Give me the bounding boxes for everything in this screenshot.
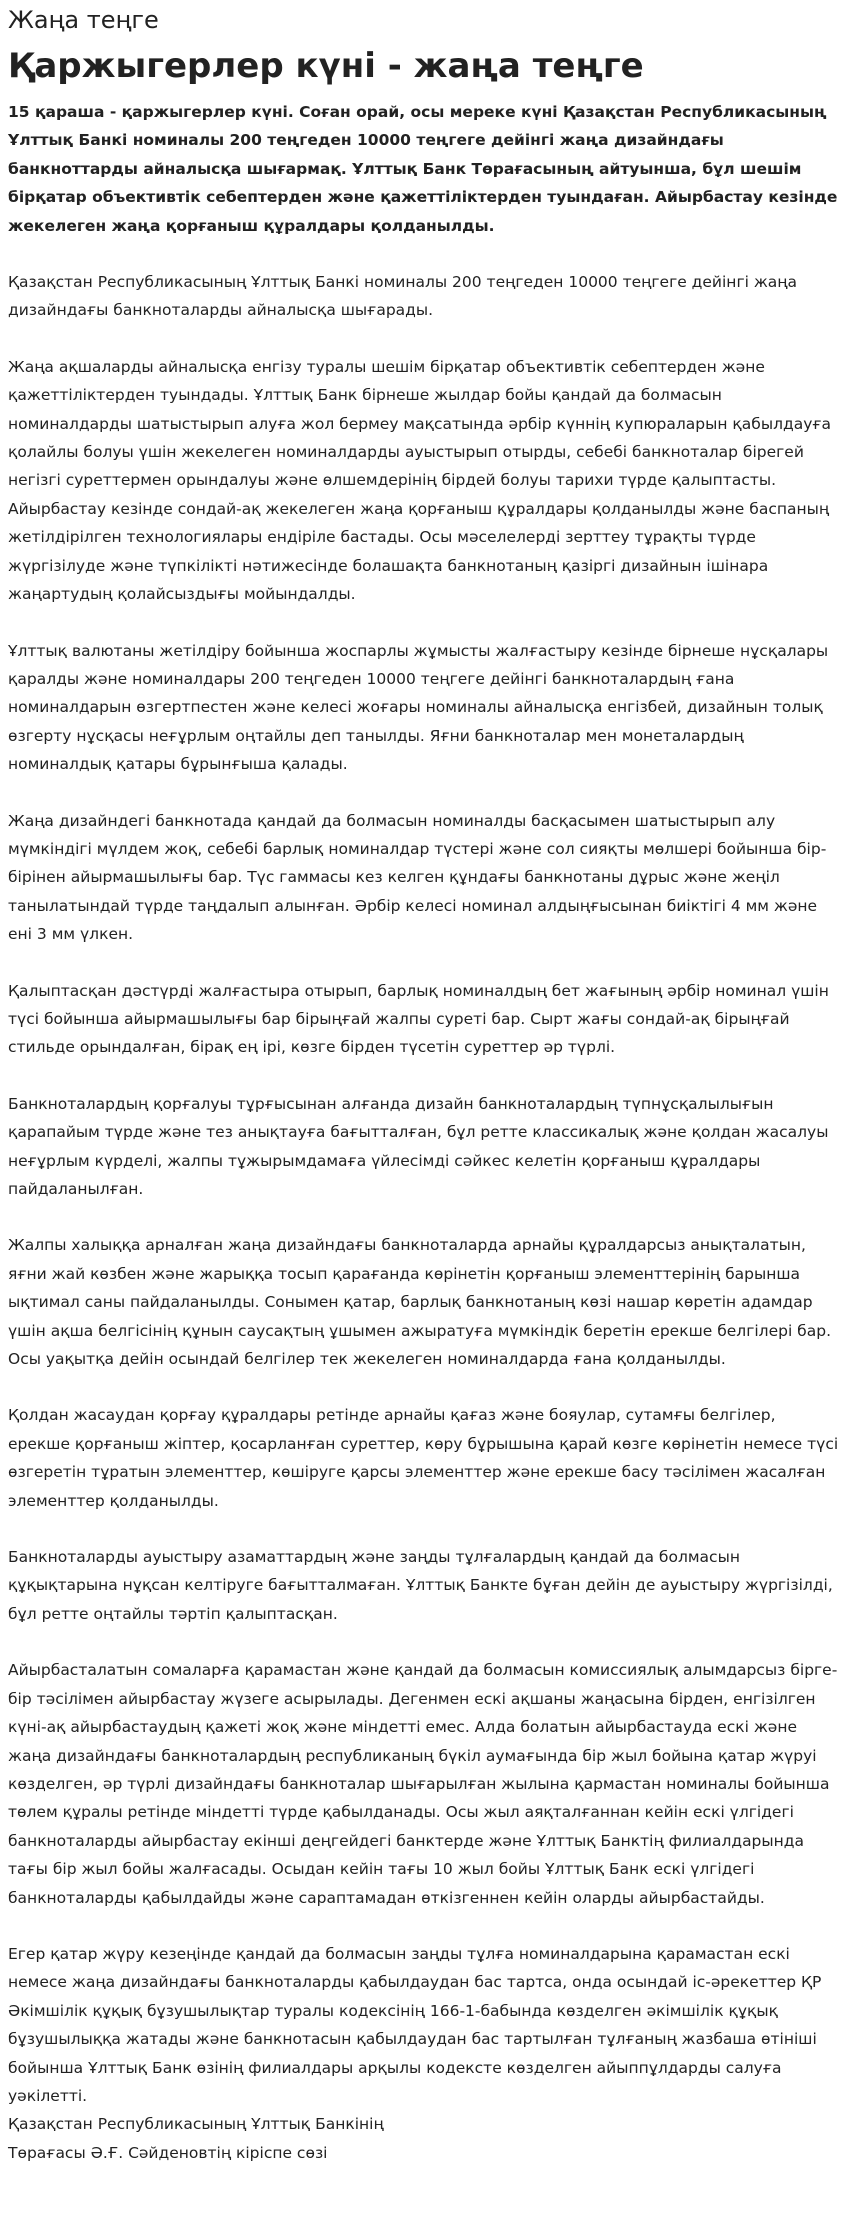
page-title: Қаржыгерлер күні - жаңа теңге: [8, 46, 644, 86]
body-paragraph: Ұлттық валютаны жетілдіру бойынша жоспарлы жұмысты жалғастыру кезінде бірнеше нұсқалары қаралды және номиналдары 200 теңгеден 10000 теңгеге дейінгі банкноталардың ғана номиналдарын өзгертпестен және келесі жоғары номиналы айналысқа енгізбей, дизайнын толық өзгерту нұсқасы неғұрлым оңтайлы деп танылды. Яғни банкноталар мен монеталардың номиналдық қатары бұрынғыша қалады.: [8, 641, 829, 774]
body-paragraph: Жалпы халыққа арналған жаңа дизайндағы банкноталарда арнайы құралдарсыз анықталатын, яғни жай көзбен және жарыққа тосып қарағанда көрінетін қорғаныш элементтерінің барынша ықтимал саны пайдаланылды. Сонымен қатар, барлық банкнотаның көзі нашар көретін адамдар үшін ақша белгісінің құнын саусақтың ұшымен ажыратуға мүмкіндік беретін ерекше белгілері бар. Осы уақытқа дейін осындай белгілер тек жекелеген номиналдарда ғана қолданылды.: [8, 1236, 832, 1369]
body-paragraph: Қалыптасқан дәстүрді жалғастыра отырып, барлық номиналдың бет жағының әрбір номинал үшін түсі бойынша айырмашылығы бар бірыңғай жалпы суреті бар. Сырт жағы сондай-ақ бірыңғай стильде орындалған, бірақ ең ірі, көзге бірден түсетін суреттер әр түрлі.: [8, 981, 829, 1057]
lead-paragraph: 15 қараша - қаржыгерлер күні. Соған орай, осы мереке күні Қазақстан Республикасының Ұлттық Банкі номиналы 200 теңгеден 10000 теңгеге дейінгі жаңа дизайндағы банкноттарды айналысқа шығармақ. Ұлттық Банк Төрағасының айтуынша, бұл шешім бірқатар объективтік себептерден және қажеттіліктерден туындаған. Айырбастау кезінде жекелеген жаңа қорғаныш құралдары қолданылды.: [8, 103, 838, 235]
body-paragraph: Егер қатар жүру кезеңінде қандай да болмасын заңды тұлға номиналдарына қарамастан ескі немесе жаңа дизайндағы банкноталарды қабылдаудан бас тартса, онда осындай іс-әрекеттер ҚР Әкімшілік құқық бұзушылықтар туралы кодексінің 166-1-бабында көзделген әкімшілік құқық бұзушылыққа жатады және банкнотасын қабылдаудан бас тартылған тұлғаның жазбаша өтініші бойынша Ұлттық Банк өзінің филиалдары арқылы кодексте көзделген айыппұлдарды салуға уәкілетті.: [8, 1944, 822, 2105]
body-paragraph: Қолдан жасаудан қорғау құралдары ретінде арнайы қағаз және бояулар, сутамғы белгілер, ерекше қорғаныш жіптер, қосарланған суреттер, көру бұрышына қарай көзге көрінетін немесе түсі өзгеретін тұратын элементтер, көшіруге қарсы элементтер және ерекше басу тәсілімен жасалған элементтер қолданылды.: [8, 1406, 839, 1510]
signature-line: Төрағасы Ә.Ғ. Сәйденовтің кіріспе сөзі: [8, 2143, 328, 2162]
signature-line: Қазақстан Республикасының Ұлттық Банкінің: [8, 2115, 384, 2134]
body-paragraph: Айырбасталатын сомаларға қарамастан және қандай да болмасын комиссиялық алымдарсыз бірге-бір тәсілімен айырбастау жүзеге асырылады. Дегенмен ескі ақшаны жаңасына бірден, енгізілген күні-ақ айырбастаудың қажеті жоқ және міндетті емес. Алда болатын айырбастауда ескі және жаңа дизайндағы банкноталардың республиканың бүкіл аумағында бір жыл бойына қатар жүруі көзделген, әр түрлі дизайндағы банкноталар шығарылған жылына қармастан номиналы бойынша төлем құралы ретінде міндетті түрде қабылданады. Осы жыл аяқталғаннан кейін ескі үлгідегі банкноталарды айырбастау екінші деңгейдегі банктерде және Ұлттық Банктің филиалдарында тағы бір жыл бойы жалғасады. Осыдан кейін тағы 10 жыл бойы Ұлттық Банк ескі үлгідегі банкноталарды қабылдайды және сараптамадан өткізгеннен кейін оларды айырбастайды.: [8, 1661, 838, 1907]
breadcrumb: Жаңа теңге: [8, 6, 159, 34]
signature-block: [8, 2110, 839, 2167]
body-paragraph: Жаңа ақшаларды айналысқа енгізу туралы шешім бірқатар объективтік себептерден және қажеттіліктерден туындады. Ұлттық Банк бірнеше жылдар бойы қандай да болмасын номиналдарды шатыстырып алуға жол бермеу мақсатында әрбір күннің купюраларын қабылдауға қолайлы болуы үшін жекелеген номиналдарды ауыстырып отырды, себебі банкноталар бірегей негізгі суреттермен орындалуы және өлшемдерінің бірдей болуы тарихи түрде қалыптасты. Айырбастау кезінде сондай-ақ жекелеген жаңа қорғаныш құралдары қолданылды және баспаның жетілдірілген технологиялары ендіріле бастады. Осы мәселелерді зерттеу тұрақты түрде жүргізілуде және түпкілікті нәтижесінде болашақта банкнотаның қазіргі дизайнын ішінара жаңартудың қолайсыздығы мойындалды.: [8, 357, 832, 604]
body-paragraph: Қазақстан Республикасының Ұлттық Банкі номиналы 200 теңгеден 10000 теңгеге дейінгі жаңа дизайндағы банкноталарды айналысқа шығарады.: [8, 273, 798, 320]
body-paragraph: Жаңа дизайндегі банкнотада қандай да болмасын номиналды басқасымен шатыстырып алу мүмкіндігі мүлдем жоқ, себебі барлық номиналдар түстері және сол сияқты мөлшері бойынша бір-бірінен айырмашылығы бар. Түс гаммасы кез келген құндағы банкнотаны дұрыс және жеңіл танылатындай түрде таңдалып алынған. Әрбір келесі номинал алдыңғысынан биіктігі 4 мм және ені 3 мм үлкен.: [8, 811, 827, 944]
body-paragraph: Банкноталардың қорғалуы тұрғысынан алғанда дизайн банкноталардың түпнұсқалылығын қарапайым түрде және тез анықтауға бағытталған, бұл ретте классикалық және қолдан жасалуы неғұрлым күрделі, жалпы тұжырымдамаға үйлесімді сәйкес келетін қорғаныш құралдары пайдаланылған.: [8, 1094, 829, 1198]
body-paragraph: Банкноталарды ауыстыру азаматтардың және заңды тұлғалардың қандай да болмасын құқықтарына нұқсан келтіруге бағытталмаған. Ұлттық Банкте бұған дейін де ауыстыру жүргізілді, бұл ретте оңтайлы тәртіп қалыптасқан.: [8, 1548, 833, 1623]
